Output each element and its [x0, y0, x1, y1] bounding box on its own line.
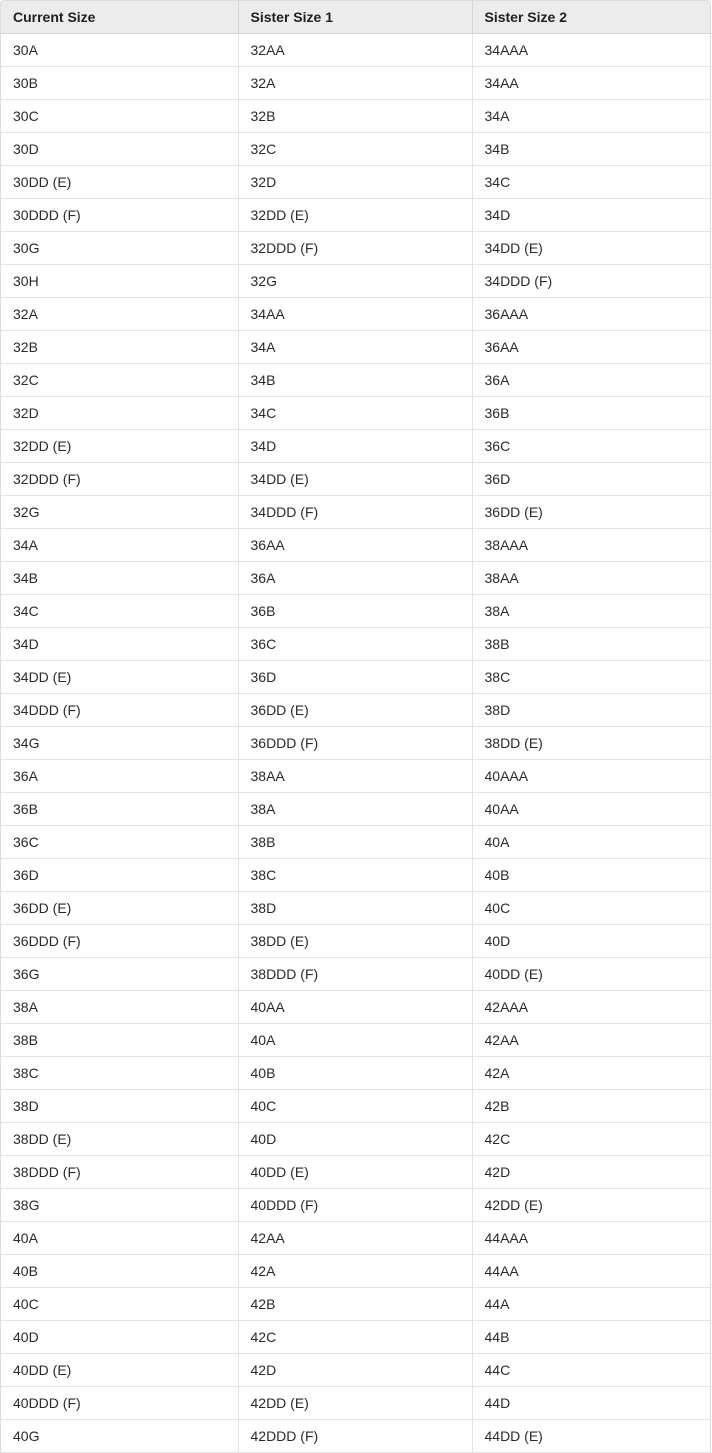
cell-current-size: 34DD (E) — [1, 660, 238, 693]
table-row — [1, 1188, 710, 1221]
cell-current-size: 36DD (E) — [1, 891, 238, 924]
cell-sister-size-1: 40A — [238, 1023, 472, 1056]
table-row — [1, 561, 710, 594]
table-row — [1, 726, 710, 759]
table-row — [1, 1386, 710, 1419]
table-row — [1, 396, 710, 429]
cell-sister-size-2: 42AAA — [472, 990, 710, 1023]
table-row — [1, 429, 710, 462]
header-sister-size-2: Sister Size 2 — [472, 1, 710, 33]
header-sister-size-1: Sister Size 1 — [238, 1, 472, 33]
cell-current-size: 40DDD (F) — [1, 1386, 238, 1419]
cell-sister-size-2: 36D — [472, 462, 710, 495]
cell-current-size: 38C — [1, 1056, 238, 1089]
table-row — [1, 33, 710, 66]
cell-current-size: 32DDD (F) — [1, 462, 238, 495]
cell-current-size: 40C — [1, 1287, 238, 1320]
cell-current-size: 36B — [1, 792, 238, 825]
table-row — [1, 858, 710, 891]
cell-sister-size-2: 38A — [472, 594, 710, 627]
cell-current-size: 40D — [1, 1320, 238, 1353]
cell-sister-size-1: 40D — [238, 1122, 472, 1155]
cell-current-size: 32D — [1, 396, 238, 429]
cell-sister-size-1: 32C — [238, 132, 472, 165]
cell-current-size: 40DD (E) — [1, 1353, 238, 1386]
cell-sister-size-1: 32G — [238, 264, 472, 297]
cell-current-size: 34DDD (F) — [1, 693, 238, 726]
cell-sister-size-1: 36AA — [238, 528, 472, 561]
cell-sister-size-2: 36A — [472, 363, 710, 396]
cell-sister-size-1: 40AA — [238, 990, 472, 1023]
table-row — [1, 1254, 710, 1287]
table-row — [1, 825, 710, 858]
cell-sister-size-1: 32D — [238, 165, 472, 198]
cell-current-size: 34C — [1, 594, 238, 627]
table-row — [1, 198, 710, 231]
cell-current-size: 30D — [1, 132, 238, 165]
table-row — [1, 594, 710, 627]
cell-sister-size-2: 38B — [472, 627, 710, 660]
cell-sister-size-1: 42C — [238, 1320, 472, 1353]
cell-sister-size-1: 38D — [238, 891, 472, 924]
table-row — [1, 1419, 710, 1452]
cell-current-size: 30C — [1, 99, 238, 132]
cell-sister-size-1: 42DD (E) — [238, 1386, 472, 1419]
cell-sister-size-1: 36DD (E) — [238, 693, 472, 726]
cell-sister-size-1: 34DDD (F) — [238, 495, 472, 528]
cell-current-size: 36C — [1, 825, 238, 858]
cell-current-size: 38DDD (F) — [1, 1155, 238, 1188]
cell-current-size: 40G — [1, 1419, 238, 1452]
cell-sister-size-2: 40A — [472, 825, 710, 858]
header-current-size: Current Size — [1, 1, 238, 33]
cell-sister-size-1: 42AA — [238, 1221, 472, 1254]
cell-sister-size-2: 44A — [472, 1287, 710, 1320]
cell-sister-size-1: 38DD (E) — [238, 924, 472, 957]
cell-current-size: 38A — [1, 990, 238, 1023]
cell-sister-size-1: 38B — [238, 825, 472, 858]
cell-sister-size-1: 40C — [238, 1089, 472, 1122]
cell-sister-size-2: 40C — [472, 891, 710, 924]
table-row — [1, 1089, 710, 1122]
cell-sister-size-1: 36A — [238, 561, 472, 594]
cell-sister-size-2: 36C — [472, 429, 710, 462]
cell-sister-size-1: 36B — [238, 594, 472, 627]
table-row — [1, 759, 710, 792]
table-row — [1, 462, 710, 495]
cell-current-size: 30DD (E) — [1, 165, 238, 198]
table-row — [1, 957, 710, 990]
cell-sister-size-1: 32DDD (F) — [238, 231, 472, 264]
cell-current-size: 32C — [1, 363, 238, 396]
cell-current-size: 30G — [1, 231, 238, 264]
cell-sister-size-2: 38AAA — [472, 528, 710, 561]
cell-sister-size-1: 42DDD (F) — [238, 1419, 472, 1452]
cell-current-size: 30A — [1, 33, 238, 66]
cell-sister-size-2: 36B — [472, 396, 710, 429]
cell-sister-size-2: 42D — [472, 1155, 710, 1188]
cell-sister-size-2: 36DD (E) — [472, 495, 710, 528]
cell-current-size: 34B — [1, 561, 238, 594]
cell-sister-size-1: 36DDD (F) — [238, 726, 472, 759]
cell-current-size: 40A — [1, 1221, 238, 1254]
cell-sister-size-1: 32B — [238, 99, 472, 132]
cell-sister-size-1: 36D — [238, 660, 472, 693]
table-row — [1, 264, 710, 297]
table-row — [1, 363, 710, 396]
table-row — [1, 1023, 710, 1056]
cell-sister-size-2: 44D — [472, 1386, 710, 1419]
cell-sister-size-1: 40DDD (F) — [238, 1188, 472, 1221]
cell-current-size: 38DD (E) — [1, 1122, 238, 1155]
table-row — [1, 1287, 710, 1320]
sister-size-table — [1, 1, 710, 1453]
cell-sister-size-1: 42B — [238, 1287, 472, 1320]
cell-sister-size-1: 38AA — [238, 759, 472, 792]
cell-sister-size-1: 34B — [238, 363, 472, 396]
cell-sister-size-2: 34D — [472, 198, 710, 231]
cell-sister-size-2: 40DD (E) — [472, 957, 710, 990]
cell-sister-size-1: 40DD (E) — [238, 1155, 472, 1188]
table-row — [1, 627, 710, 660]
table-row — [1, 495, 710, 528]
cell-current-size: 34A — [1, 528, 238, 561]
table-row — [1, 660, 710, 693]
cell-current-size: 40B — [1, 1254, 238, 1287]
table-body — [1, 33, 710, 1452]
cell-sister-size-2: 40B — [472, 858, 710, 891]
table-row — [1, 990, 710, 1023]
cell-current-size: 30DDD (F) — [1, 198, 238, 231]
cell-sister-size-2: 44B — [472, 1320, 710, 1353]
table-row — [1, 924, 710, 957]
cell-current-size: 38D — [1, 1089, 238, 1122]
cell-sister-size-2: 42DD (E) — [472, 1188, 710, 1221]
table-row — [1, 528, 710, 561]
cell-sister-size-2: 34C — [472, 165, 710, 198]
table-row — [1, 1353, 710, 1386]
cell-sister-size-2: 40D — [472, 924, 710, 957]
cell-sister-size-2: 38AA — [472, 561, 710, 594]
cell-sister-size-2: 38C — [472, 660, 710, 693]
cell-current-size: 36DDD (F) — [1, 924, 238, 957]
table-row — [1, 66, 710, 99]
cell-sister-size-1: 34C — [238, 396, 472, 429]
cell-sister-size-2: 44C — [472, 1353, 710, 1386]
table-row — [1, 792, 710, 825]
table-row — [1, 1320, 710, 1353]
cell-sister-size-1: 42D — [238, 1353, 472, 1386]
table-row — [1, 891, 710, 924]
cell-sister-size-1: 38DDD (F) — [238, 957, 472, 990]
cell-current-size: 32B — [1, 330, 238, 363]
table-row — [1, 231, 710, 264]
cell-sister-size-2: 34AAA — [472, 33, 710, 66]
table-row — [1, 1122, 710, 1155]
table-row — [1, 1155, 710, 1188]
cell-sister-size-1: 36C — [238, 627, 472, 660]
cell-sister-size-2: 42AA — [472, 1023, 710, 1056]
table-row — [1, 1056, 710, 1089]
cell-sister-size-2: 36AA — [472, 330, 710, 363]
cell-current-size: 32DD (E) — [1, 429, 238, 462]
cell-sister-size-1: 34DD (E) — [238, 462, 472, 495]
cell-sister-size-1: 32A — [238, 66, 472, 99]
table-row — [1, 1221, 710, 1254]
table-header — [1, 1, 710, 33]
cell-current-size: 30B — [1, 66, 238, 99]
table-row — [1, 132, 710, 165]
table-row — [1, 693, 710, 726]
cell-sister-size-2: 38DD (E) — [472, 726, 710, 759]
cell-current-size: 34D — [1, 627, 238, 660]
cell-current-size: 38B — [1, 1023, 238, 1056]
cell-sister-size-1: 40B — [238, 1056, 472, 1089]
cell-sister-size-1: 38C — [238, 858, 472, 891]
cell-current-size: 32G — [1, 495, 238, 528]
cell-sister-size-2: 40AA — [472, 792, 710, 825]
cell-sister-size-2: 36AAA — [472, 297, 710, 330]
cell-sister-size-2: 44DD (E) — [472, 1419, 710, 1452]
cell-sister-size-1: 34AA — [238, 297, 472, 330]
cell-current-size: 36D — [1, 858, 238, 891]
table-row — [1, 330, 710, 363]
cell-sister-size-2: 40AAA — [472, 759, 710, 792]
cell-sister-size-1: 42A — [238, 1254, 472, 1287]
cell-sister-size-2: 42B — [472, 1089, 710, 1122]
cell-sister-size-1: 32AA — [238, 33, 472, 66]
cell-current-size: 38G — [1, 1188, 238, 1221]
cell-current-size: 36A — [1, 759, 238, 792]
cell-sister-size-2: 34B — [472, 132, 710, 165]
cell-sister-size-2: 34AA — [472, 66, 710, 99]
cell-sister-size-1: 34A — [238, 330, 472, 363]
cell-sister-size-2: 34A — [472, 99, 710, 132]
cell-sister-size-1: 32DD (E) — [238, 198, 472, 231]
header-row — [1, 1, 710, 33]
cell-current-size: 32A — [1, 297, 238, 330]
cell-sister-size-1: 34D — [238, 429, 472, 462]
cell-sister-size-2: 34DDD (F) — [472, 264, 710, 297]
table-row — [1, 99, 710, 132]
cell-sister-size-2: 42C — [472, 1122, 710, 1155]
cell-current-size: 30H — [1, 264, 238, 297]
cell-sister-size-2: 44AAA — [472, 1221, 710, 1254]
cell-current-size: 36G — [1, 957, 238, 990]
cell-sister-size-1: 38A — [238, 792, 472, 825]
cell-current-size: 34G — [1, 726, 238, 759]
cell-sister-size-2: 34DD (E) — [472, 231, 710, 264]
table-row — [1, 165, 710, 198]
cell-sister-size-2: 44AA — [472, 1254, 710, 1287]
cell-sister-size-2: 42A — [472, 1056, 710, 1089]
cell-sister-size-2: 38D — [472, 693, 710, 726]
table-row — [1, 297, 710, 330]
